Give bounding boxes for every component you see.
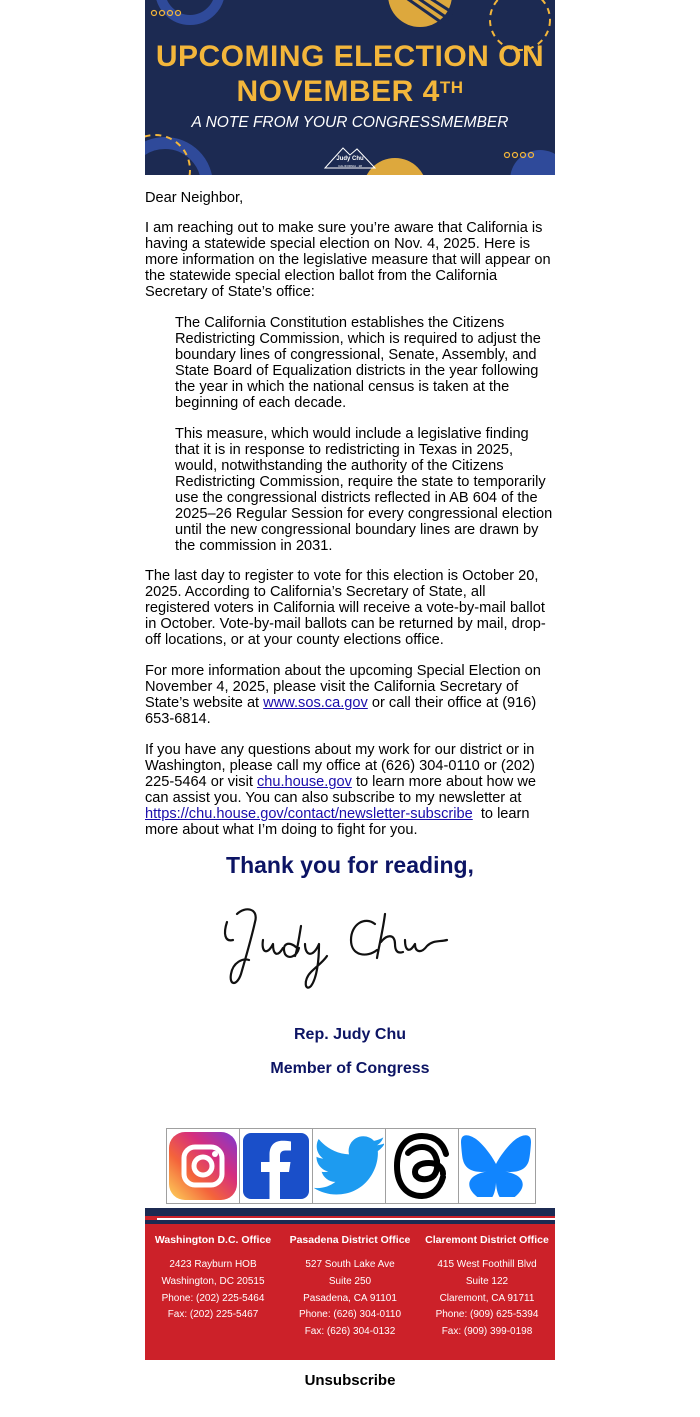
chu-house-gov-link[interactable]: chu.house.gov	[256, 774, 352, 790]
twitter-icon	[314, 1135, 384, 1197]
banner-title-line1: UPCOMING ELECTION ON	[155, 40, 545, 73]
threads-icon	[391, 1131, 453, 1201]
newsletter-subscribe-link[interactable]: https://chu.house.gov/contact/newsletter-subscribe	[145, 806, 473, 822]
bluesky-link[interactable]	[459, 1129, 533, 1203]
instagram-link[interactable]	[167, 1129, 240, 1203]
instagram-icon	[168, 1131, 238, 1201]
rep-name: Rep. Judy Chu	[293, 1026, 406, 1043]
logo: Judy Chu CALIFORNIA · 28	[323, 144, 377, 170]
facebook-icon	[242, 1132, 310, 1200]
ballot-quote-2: This measure, which would include a legislative finding that it is in response to redistricting in Texas in 2025, would, notwithstanding the authority of the Citizens Redistricting Commission, require the state to temporarily use the congressional districts reflected in AB 604 of the 2025–26 Regular Session for every congressional election until the new congressional boundary lines are drawn by the commission in 2031.	[175, 426, 553, 554]
signature-image	[215, 900, 455, 995]
twitter-link[interactable]	[313, 1129, 386, 1203]
bluesky-icon	[461, 1135, 531, 1197]
register-paragraph: The last day to register to vote for this election is October 20, 2025. According to California’s Secretary of State, all registered voters in California will receive a vote-by-mail ballot in October. Vote-by-mail ballots can be returned by mail, drop- off locations, or at your county elections office.	[145, 568, 546, 648]
info-paragraph: For more information about the upcoming Special Election on November 4, 2025, please visit the California Secretary of State’s website at www.sos.ca.gov or call their office at (916) 653-6814.	[145, 663, 541, 727]
banner-subtitle: A NOTE FROM YOUR CONGRESSMEMBER	[191, 114, 509, 131]
sos-website-link[interactable]: www.sos.ca.gov	[263, 695, 368, 711]
contact-paragraph: If you have any questions about my work for our district or in Washington, please call my office at (626) 304-0110 or (202) 225-5464 or visit chu.house.gov to learn more about how we can assist you. You can also subscribe to my newsletter at https://chu.house.gov/contact/newsletter-subscribe to learn more about what I’m doing to fight for you.	[145, 742, 537, 838]
rep-title: Member of Congress	[270, 1060, 430, 1077]
social-links	[166, 1128, 536, 1204]
office-claremont: Claremont District Office 415 West Foothill Blvd Suite 122 Claremont, CA 91711 Phone: (909) 625-5394 Fax: (909) 399-0198	[425, 1234, 549, 1338]
banner-title-line2: NOVEMBER 4TH	[236, 75, 464, 108]
facebook-link[interactable]	[240, 1129, 313, 1203]
unsubscribe-link[interactable]: Unsubscribe	[304, 1372, 396, 1389]
intro-paragraph: I am reaching out to make sure you’re aware that California is having a statewide special election on Nov. 4, 2025. Here is more information on the legislative measure that will appear on the statewide special election ballot from the California Secretary of State’s office:	[145, 220, 551, 300]
ballot-quote-1: The California Constitution establishes the Citizens Redistricting Commission, which is required to adjust the boundary lines of congressional, Senate, Assembly, and State Board of Equalization districts in the year following the year in which the national census is taken at the beginning of each decade.	[175, 315, 541, 411]
threads-link[interactable]	[386, 1129, 459, 1203]
office-washington: Washington D.C. Office 2423 Rayburn HOB Washington, DC 20515 Phone: (202) 225-5464 Fax: (202) 225-5467	[154, 1234, 272, 1321]
header-banner	[145, 0, 555, 175]
greeting: Dear Neighbor,	[145, 190, 244, 206]
office-footer	[145, 1208, 555, 1360]
office-pasadena: Pasadena District Office 527 South Lake Ave Suite 250 Pasadena, CA 91101 Phone: (626) 304-0110 Fax: (626) 304-0132	[289, 1234, 411, 1338]
thank-you-heading: Thank you for reading,	[226, 852, 474, 878]
